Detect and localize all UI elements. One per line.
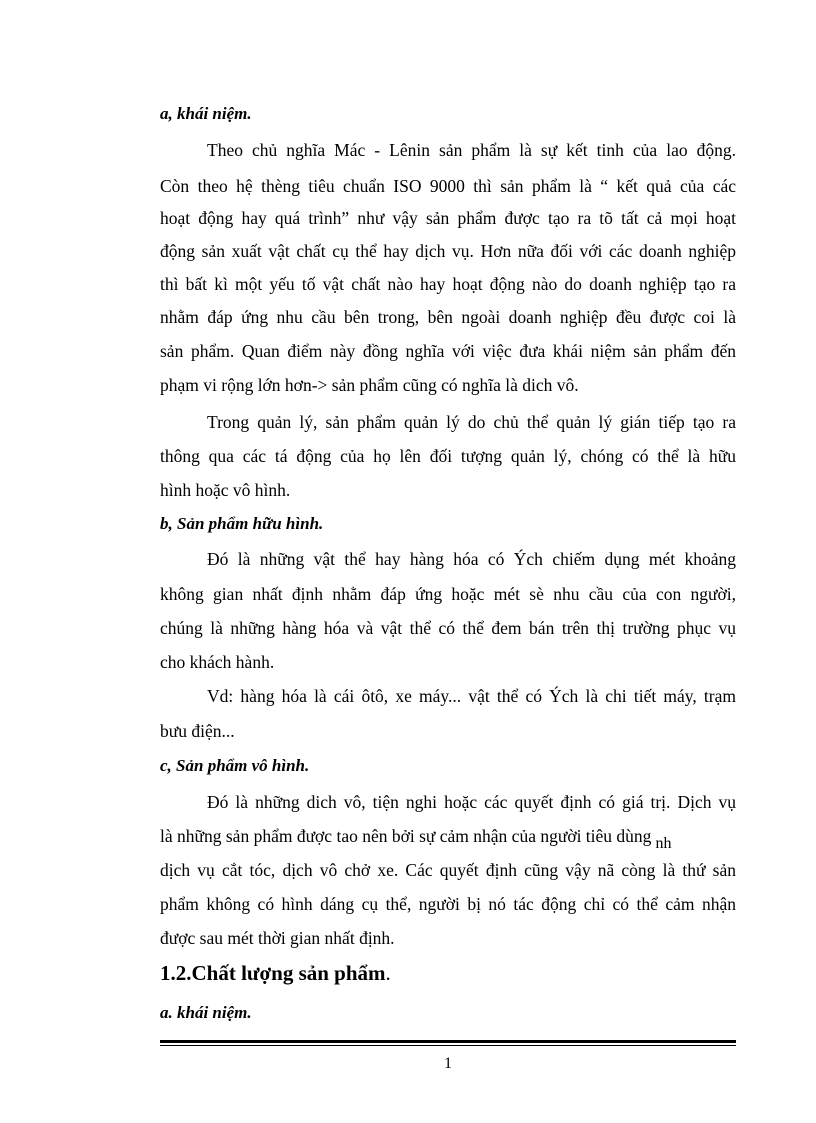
- paragraph-line: Trong quản lý, sản phẩm quản lý do chủ thể quản lý gián tiếp tạo ra: [207, 412, 736, 432]
- paragraph-line: nhằm đáp ứng nhu cầu bên trong, bên ngoài doanh nghiệp đều được coi là: [160, 307, 736, 327]
- paragraph-line: Đó là những dich vô, tiện nghi hoặc các quyết định có giá trị. Dịch vụ: [207, 792, 736, 812]
- paragraph-line: [160, 825, 736, 852]
- heading-san-pham-huu-hinh: b, Sản phẩm hữu hình.: [160, 514, 324, 533]
- paragraph-line: phạm vi rộng lớn hơn-> sản phẩm cũng có nghĩa là dich vô.: [160, 375, 579, 395]
- section-title: [160, 960, 391, 986]
- section-title-dot: .: [385, 961, 391, 985]
- page-number: 1: [444, 1055, 452, 1072]
- footer-divider: [160, 1040, 736, 1046]
- paragraph-line: dịch vụ cắt tóc, dịch vô chở xe. Các quyết định cũng vậy nã còng là thứ sản: [160, 860, 736, 880]
- paragraph-line: chúng là những hàng hóa và vật thể có thể đem bán trên thị trường phục vụ: [160, 618, 736, 638]
- heading-khai-niem: a, khái niệm.: [160, 104, 252, 123]
- trailing-fragment: nh: [655, 835, 672, 852]
- paragraph-line: Còn theo hệ thèng tiêu chuẩn ISO 9000 thì sản phẩm là “ kết quả của các: [160, 176, 736, 196]
- paragraph-line: động sản xuất vật chất cụ thể hay dịch vụ. Hơn nữa đối với các doanh nghiệp: [160, 241, 736, 261]
- paragraph-line: được sau mét thời gian nhất định.: [160, 928, 395, 948]
- paragraph-line: thì bất kì một yếu tố vật chất nào hay hoạt động nào do doanh nghiệp tạo ra: [160, 274, 736, 294]
- section-title-text: 1.2.Chất lượng sản phẩm: [160, 961, 386, 985]
- paragraph-line: phẩm không có hình dáng cụ thể, người bị nó tác động chỉ có thể cảm nhận: [160, 894, 736, 914]
- paragraph-line: cho khách hành.: [160, 652, 275, 672]
- heading-san-pham-vo-hinh: c, Sản phẩm vô hình.: [160, 756, 310, 775]
- paragraph-line: Theo chủ nghĩa Mác - Lênin sản phẩm là sự kết tinh của lao động.: [207, 140, 736, 160]
- paragraph-line: thông qua các tá động của họ lên đối tượng quản lý, chóng có thể là hữu: [160, 446, 736, 466]
- paragraph-line: Đó là những vật thể hay hàng hóa có Ých chiếm dụng mét khoảng: [207, 549, 736, 569]
- paragraph-line-text: là những sản phẩm được tao nên bởi sự cảm nhận của người tiêu dùng: [160, 826, 652, 846]
- paragraph-line: Vd: hàng hóa là cái ôtô, xe máy... vật thể có Ých là chi tiết máy, trạm: [207, 686, 736, 706]
- paragraph-line: bưu điện...: [160, 721, 235, 741]
- paragraph-line: hoạt động hay quá trình” như vậy sản phẩm được tạo ra tõ tất cả mọi hoạt: [160, 208, 736, 228]
- paragraph-line: sản phẩm. Quan điểm này đồng nghĩa với việc đưa khái niệm sản phẩm đến: [160, 341, 736, 361]
- paragraph-line: hình hoặc vô hình.: [160, 480, 291, 500]
- paragraph-line: không gian nhất định nhằm đáp ứng hoặc mét sè nhu cầu của con người,: [160, 584, 736, 604]
- heading-khai-niem-2: a. khái niệm.: [160, 1003, 252, 1022]
